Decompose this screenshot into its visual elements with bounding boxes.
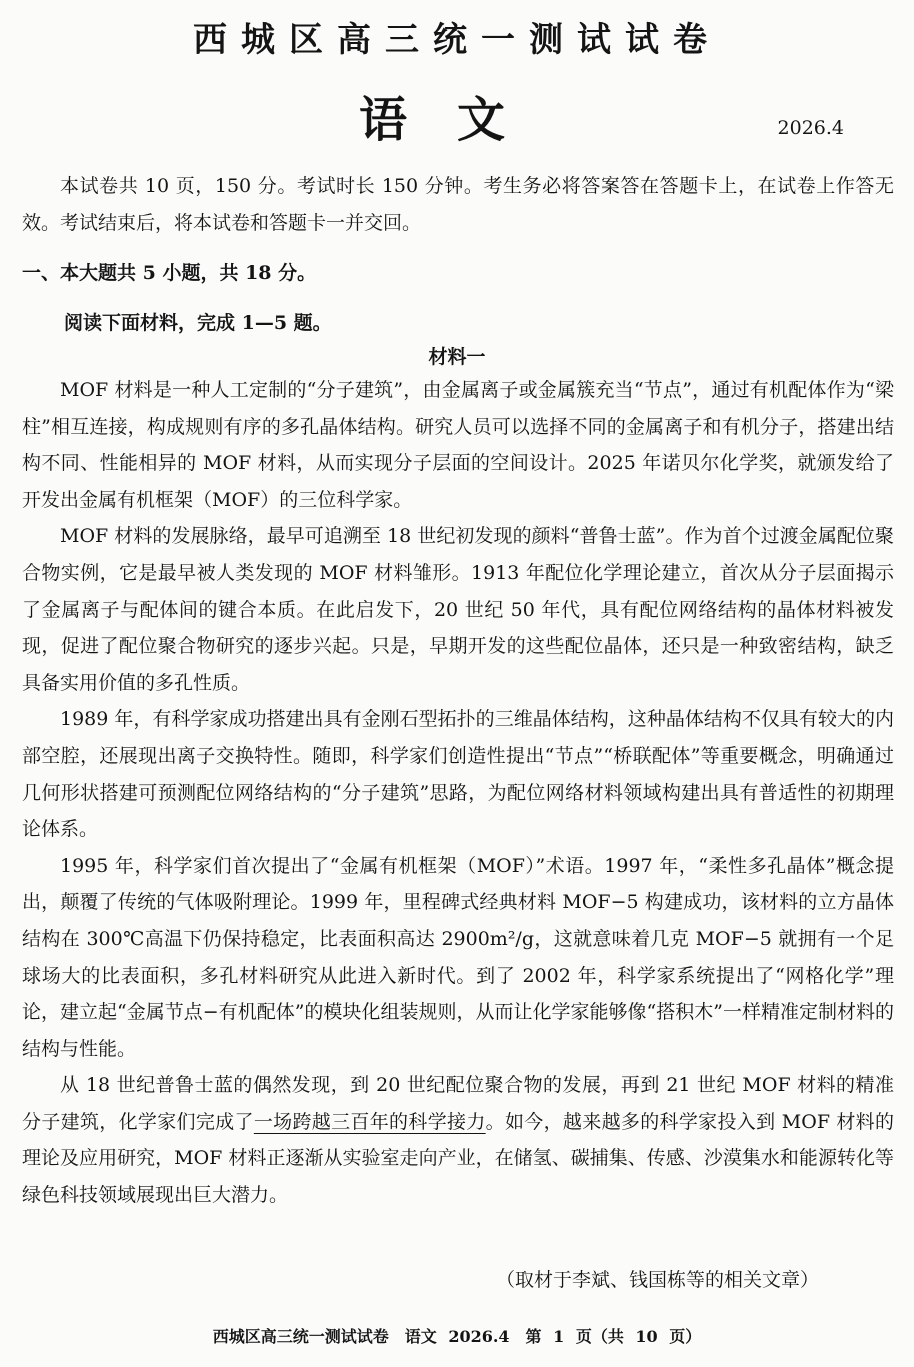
exam-title: 西城区高三统一测试试卷 bbox=[193, 20, 721, 60]
material-title: 材料一 bbox=[428, 346, 486, 368]
paragraph-text: 。如今，越来越多的科学家投入到 MOF 材料的理论及应用研究，MOF 材料正逐渐从实验室走向产业，在储氢、碳捕集、传感、沙漠集水和能源转化等绿色科技领域展现出巨大潜力。 bbox=[22, 1110, 894, 1207]
material-paragraph: 1995 年，科学家们首次提出了“金属有机框架（MOF）”术语。1997 年，“柔性多孔晶体”概念提出，颠覆了传统的气体吸附理论。1999 年，里程碑式经典材料 MOF−5 构建成功，该材料的立方晶体结构在 300℃高温下仍保持稳定，比表面积高达 2900m²/g，这就意味着几克 MOF−5 就拥有一个足球场大的比表面积，多孔材料研究从此进入新时代。到了 2002 年，科学家系统提出了“网格化学”理论，建立起“金属节点−有机配体”的模块化组装规则，从而让化学家能够像“搭积木”一样精准定制材料的结构与性能。 bbox=[22, 854, 894, 1060]
material-paragraph-last bbox=[22, 1067, 894, 1213]
reading-instruction: 阅读下面材料，完成 1—5 题。 bbox=[64, 312, 332, 334]
exam-date: 2026.4 bbox=[777, 117, 844, 139]
intro-paragraph: 本试卷共 10 页，150 分。考试时长 150 分钟。考生务必将答案答在答题卡上，在试卷上作答无效。考试结束后，将本试卷和答题卡一并交回。 bbox=[22, 175, 894, 234]
exam-instructions bbox=[22, 168, 894, 241]
material-paragraph: MOF 材料的发展脉络，最早可追溯至 18 世纪初发现的颜料“普鲁士蓝”。作为首个过渡金属配位聚合物实例，它是最早被人类发现的 MOF 材料雏形。1913 年配位化学理论建立，首次从分子层面揭示了金属离子与配体间的键合本质。在此启发下，20 世纪 50 年代，具有配位网络结构的晶体材料被发现，促进了配位聚合物研究的逐步兴起。只是，早期开发的这些配位晶体，还只是一种致密结构，缺乏具备实用价值的多孔性质。 bbox=[22, 525, 894, 694]
paragraph-text: 从 18 世纪普鲁士蓝的偶然发现，到 20 世纪配位聚合物的发展，再到 21 世纪 MOF 材料的精准分子建筑，化学家们完成了 bbox=[22, 1074, 894, 1133]
page-footer: 西城区高三统一测试试卷 语文 2026.4 第 1 页（共 10 页） bbox=[212, 1327, 702, 1346]
underlined-phrase: 一场跨越三百年的科学接力 bbox=[253, 1110, 486, 1133]
section-heading: 一、本大题共 5 小题，共 18 分。 bbox=[22, 262, 317, 284]
material-paragraph: MOF 材料是一种人工定制的“分子建筑”，由金属离子或金属簇充当“节点”，通过有机配体作为“梁柱”相互连接，构成规则有序的多孔晶体结构。研究人员可以选择不同的金属离子和有机分子，搭建出结构不同、性能相异的 MOF 材料，从而实现分子层面的空间设计。2025 年诺贝尔化学奖，就颁发给了开发出金属有机框架（MOF）的三位科学家。 bbox=[22, 379, 894, 511]
source-citation: （取材于李斌、钱国栋等的相关文章） bbox=[495, 1269, 819, 1291]
material-body bbox=[22, 372, 894, 1214]
material-paragraph: 1989 年，有科学家成功搭建出具有金刚石型拓扑的三维晶体结构，这种晶体结构不仅具有较大的内部空腔，还展现出离子交换特性。随即，科学家们创造性提出“节点”“桥联配体”等重要概念，明确通过几何形状搭建可预测配位网络结构的“分子建筑”思路，为配位网络材料领域构建出具有普适性的初期理论体系。 bbox=[22, 708, 894, 841]
subject-title: 语文 bbox=[358, 92, 555, 148]
